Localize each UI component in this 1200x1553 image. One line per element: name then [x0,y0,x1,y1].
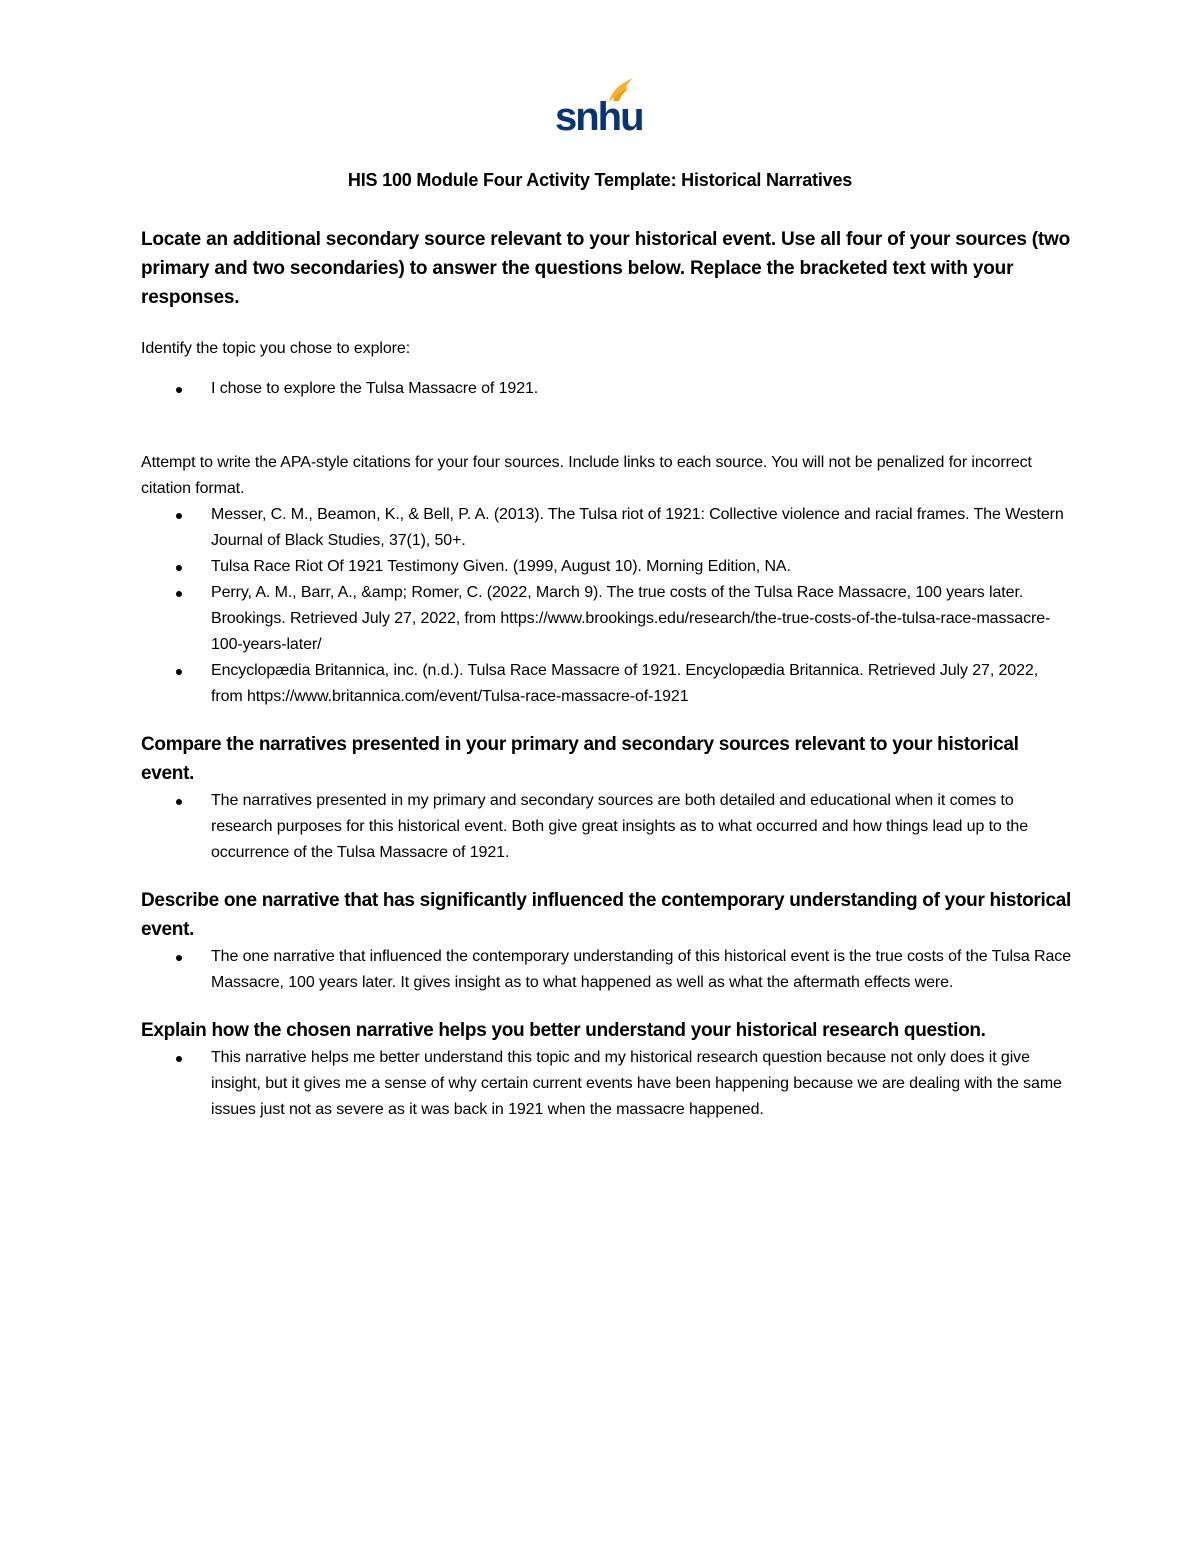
bullet-icon [176,669,182,675]
list-item: Tulsa Race Riot Of 1921 Testimony Given. (1999, August 10). Morning Edition, NA. [141,554,1071,580]
list-item: Messer, C. M., Beamon, K., & Bell, P. A. (2013). The Tulsa riot of 1921: Collective violence and racial frames. The Western Journal of Black Studies, 37(1), 50+. [141,502,1071,554]
explain-answer-list [141,1045,1071,1123]
compare-answer-list [141,788,1071,866]
snhu-logo [553,74,643,136]
list-item: This narrative helps me better understand this topic and my historical research question because not only does it give insight, but it gives me a sense of why certain current events have been happening because we are dealing with the same issues just not as severe as it was back in 1921 when the massacre happened. [141,1045,1071,1123]
citations-list [141,502,1071,710]
logo-wordmark: snhu [555,95,643,136]
describe-heading: Describe one narrative that has significantly influenced the contemporary understanding of your historical event. [141,890,1072,940]
document-body [141,225,1071,1123]
snhu-logo-graphic [553,74,643,136]
list-item: I chose to explore the Tulsa Massacre of 1921. [141,376,1071,402]
compare-heading: Compare the narratives presented in your primary and secondary sources relevant to your historical event. [141,734,1019,784]
list-item: The one narrative that influenced the contemporary understanding of this historical event is the true costs of the Tulsa Race Massacre, 100 years later. It gives insight as to what happened as well as what the aftermath effects were. [141,944,1071,996]
bullet-icon [176,565,182,571]
bullet-icon [176,1056,182,1062]
topic-prompt: Identify the topic you chose to explore: [141,340,411,357]
citations-prompt: Attempt to write the APA-style citations for your four sources. Include links to each source. You will not be penalized for incorrect citation format. [141,454,1032,497]
explain-heading: Explain how the chosen narrative helps you better understand your historical research question. [141,1020,986,1041]
document-title: HIS 100 Module Four Activity Template: Historical Narratives [347,170,853,190]
bullet-icon [176,387,182,393]
describe-answer-list [141,944,1071,996]
instructions-paragraph: Locate an additional secondary source relevant to your historical event. Use all four of your sources (two primary and two secondaries) to answer the questions below. Replace the bracketed text with your responses. [141,229,1071,308]
list-item: Encyclopædia Britannica, inc. (n.d.). Tulsa Race Massacre of 1921. Encyclopædia Britannica. Retrieved July 27, 2022, from https://www.britannica.com/event/Tulsa-race-massacre-of-1921 [141,658,1071,710]
list-item: The narratives presented in my primary and secondary sources are both detailed and educational when it comes to research purposes for this historical event. Both give great insights as to what occurred and how things lead up to the occurrence of the Tulsa Massacre of 1921. [141,788,1071,866]
bullet-icon [176,591,182,597]
list-item: Perry, A. M., Barr, A., &amp; Romer, C. (2022, March 9). The true costs of the Tulsa Race Massacre, 100 years later. Brookings. Retrieved July 27, 2022, from https://www.brookings.edu/research/the-true-costs-of-the-tulsa-race-massacre-100-years-later/ [141,580,1071,658]
topic-answer-list [141,376,1071,402]
bullet-icon [176,513,182,519]
bullet-icon [176,955,182,961]
bullet-icon [176,799,182,805]
